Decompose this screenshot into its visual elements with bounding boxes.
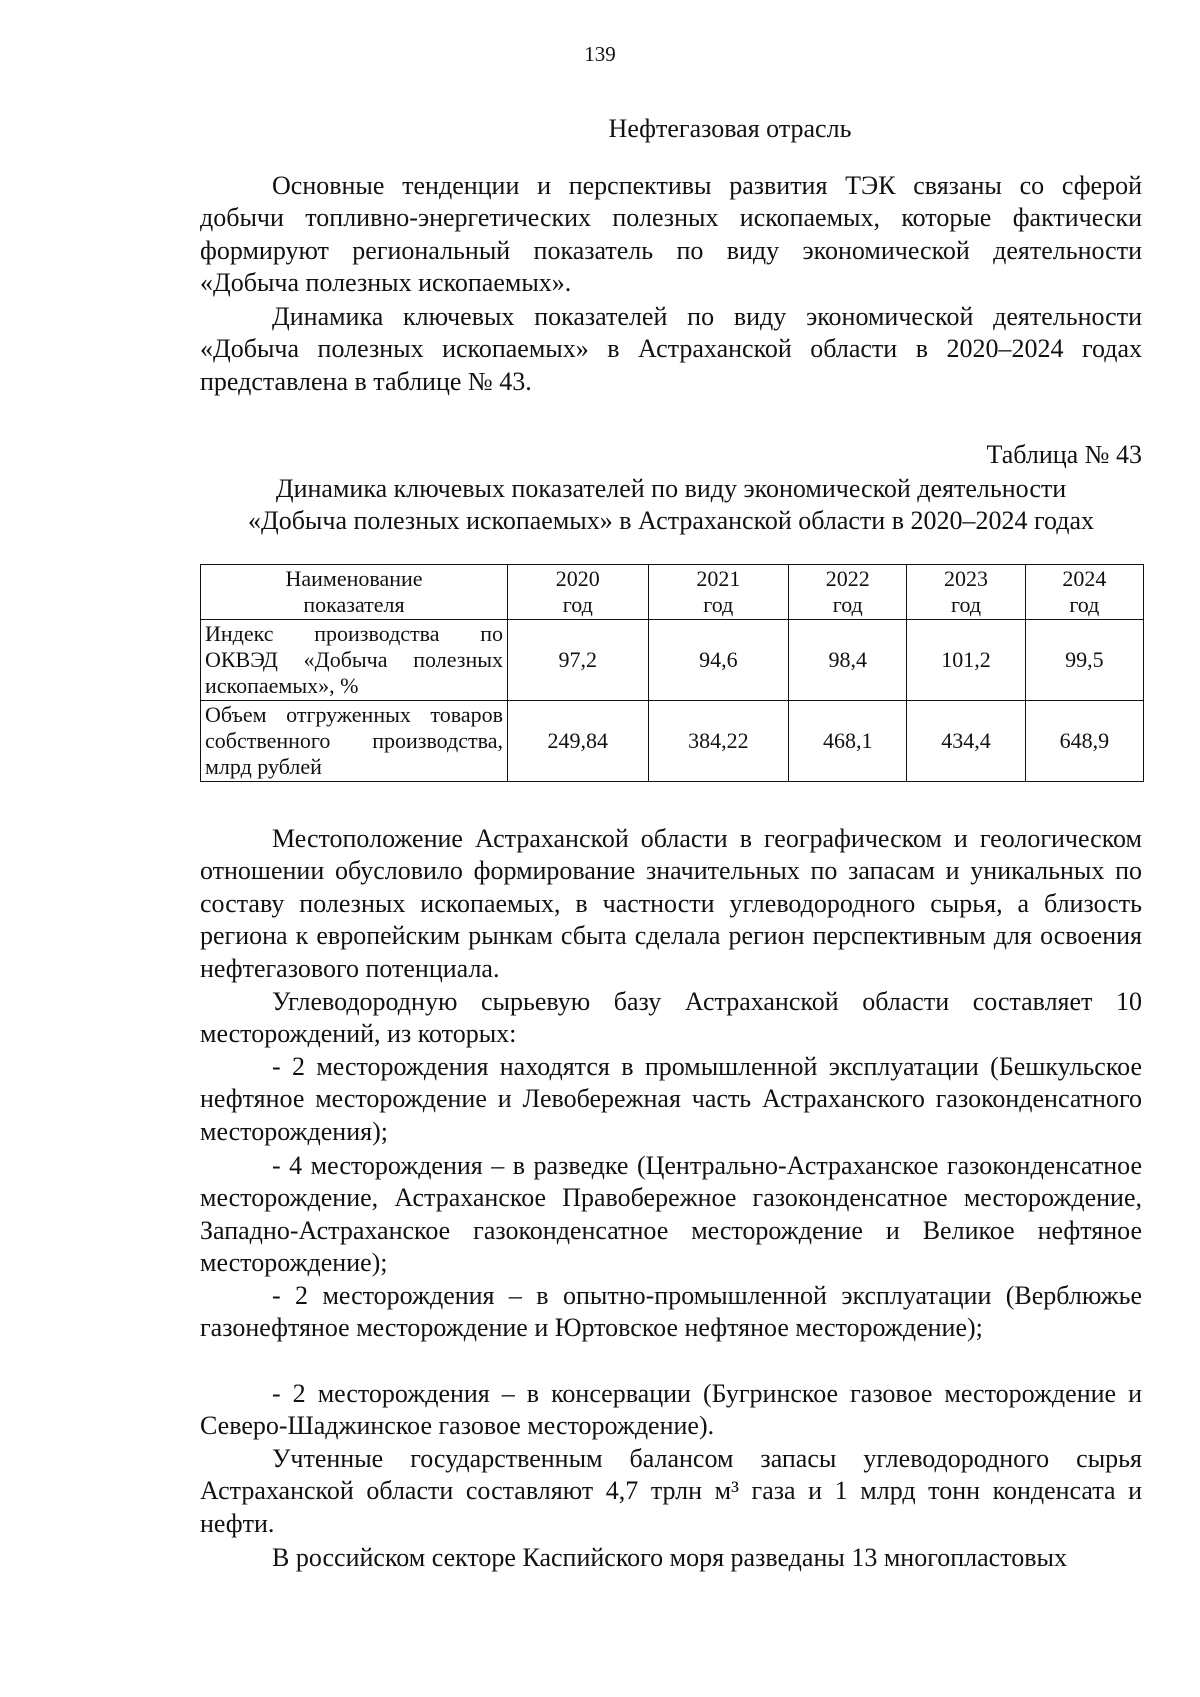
page-number: 139 xyxy=(584,42,616,66)
value-cell: 97,2 xyxy=(508,620,649,701)
intro-paragraph: Динамика ключевых показателей по виду экономической деятельности «Добыча полезных ископаемых» в Астраханской области в 2020–2024 годах представлена в таблице № 43. xyxy=(200,302,1142,396)
body-paragraph: Учтенные государственным балансом запасы углеводородного сырья Астраханской области составляют 4,7 трлн м³ газа и 1 млрд тонн конденсата и нефти. xyxy=(200,1444,1142,1538)
header-name-cell xyxy=(201,565,508,620)
header-year: 2024 xyxy=(1062,566,1107,591)
header-year-cell xyxy=(508,565,649,620)
header-year-unit: год xyxy=(951,592,982,617)
value-cell: 101,2 xyxy=(907,620,1025,701)
value-cell: 384,22 xyxy=(648,701,789,782)
table-header-row xyxy=(201,565,1144,620)
body-paragraph: Углеводородную сырьевую базу Астраханской области составляет 10 месторождений, из которых: xyxy=(200,987,1142,1049)
value-cell: 468,1 xyxy=(789,701,907,782)
table-title xyxy=(200,473,1142,537)
table-title-line: Динамика ключевых показателей по виду экономической деятельности xyxy=(275,474,1067,503)
body-paragraph: Местоположение Астраханской области в географическом и геологическом отношении обусловило формирование значительных по запасам и уникальных по составу полезных ископаемых, в частности углеводородного сырья, а близость региона к европейским рынкам сбыта сделала регион перспективным для освоения нефтегазового потенциала. xyxy=(200,824,1142,983)
value-cell: 249,84 xyxy=(508,701,649,782)
body-paragraph: В российском секторе Каспийского моря разведаны 13 многопластовых xyxy=(272,1543,1067,1572)
header-year-cell xyxy=(1025,565,1143,620)
table-row xyxy=(201,701,1144,782)
list-item: - 2 месторождения находятся в промышленной эксплуатации (Бешкульское нефтяное месторождение и Левобережная часть Астраханского газоконденсатного месторождения); xyxy=(200,1052,1142,1146)
indicator-name-cell: Объем отгруженных товаров собственного производства, млрд рублей xyxy=(201,701,508,782)
list-item: - 4 месторождения – в разведке (Центрально-Астраханское газоконденсатное месторождение, Астраханское Правобережное газоконденсатное месторождение, Западно-Астраханское газоконденсатное месторождение и Великое нефтяное месторождение); xyxy=(200,1151,1142,1278)
table-title-line: «Добыча полезных ископаемых» в Астраханской области в 2020–2024 годах xyxy=(247,506,1095,535)
value-cell: 94,6 xyxy=(648,620,789,701)
list-item: - 2 месторождения – в консервации (Бугринское газовое месторождение и Северо-Шаджинское газовое месторождение). xyxy=(200,1379,1142,1441)
table-caption: Таблица № 43 xyxy=(986,440,1142,469)
indicator-name-cell: Индекс производства по ОКВЭД «Добыча полезных ископаемых», % xyxy=(201,620,508,701)
header-year-unit: год xyxy=(1069,592,1100,617)
intro-paragraph: Основные тенденции и перспективы развития ТЭК связаны со сферой добычи топливно-энергетических полезных ископаемых, которые фактически формируют региональный показатель по виду экономической деятельности «Добыча полезных ископаемых». xyxy=(200,171,1142,298)
header-year: 2022 xyxy=(825,566,870,591)
header-name-line: показателя xyxy=(303,592,405,617)
header-year-cell xyxy=(648,565,789,620)
header-year: 2023 xyxy=(944,566,989,591)
value-cell: 648,9 xyxy=(1025,701,1143,782)
header-year: 2021 xyxy=(696,566,741,591)
header-year: 2020 xyxy=(555,566,600,591)
indicators-table xyxy=(200,564,1144,782)
value-cell: 99,5 xyxy=(1025,620,1143,701)
header-year-unit: год xyxy=(562,592,593,617)
header-name-line: Наименование xyxy=(285,566,423,591)
header-year-unit: год xyxy=(703,592,734,617)
table-row xyxy=(201,620,1144,701)
value-cell: 434,4 xyxy=(907,701,1025,782)
list-item: - 2 месторождения – в опытно-промышленной эксплуатации (Верблюжье газонефтяное месторождение и Юртовское нефтяное месторождение); xyxy=(200,1281,1142,1343)
header-year-unit: год xyxy=(832,592,863,617)
header-year-cell xyxy=(789,565,907,620)
header-year-cell xyxy=(907,565,1025,620)
value-cell: 98,4 xyxy=(789,620,907,701)
section-title: Нефтегазовая отрасль xyxy=(608,114,852,143)
